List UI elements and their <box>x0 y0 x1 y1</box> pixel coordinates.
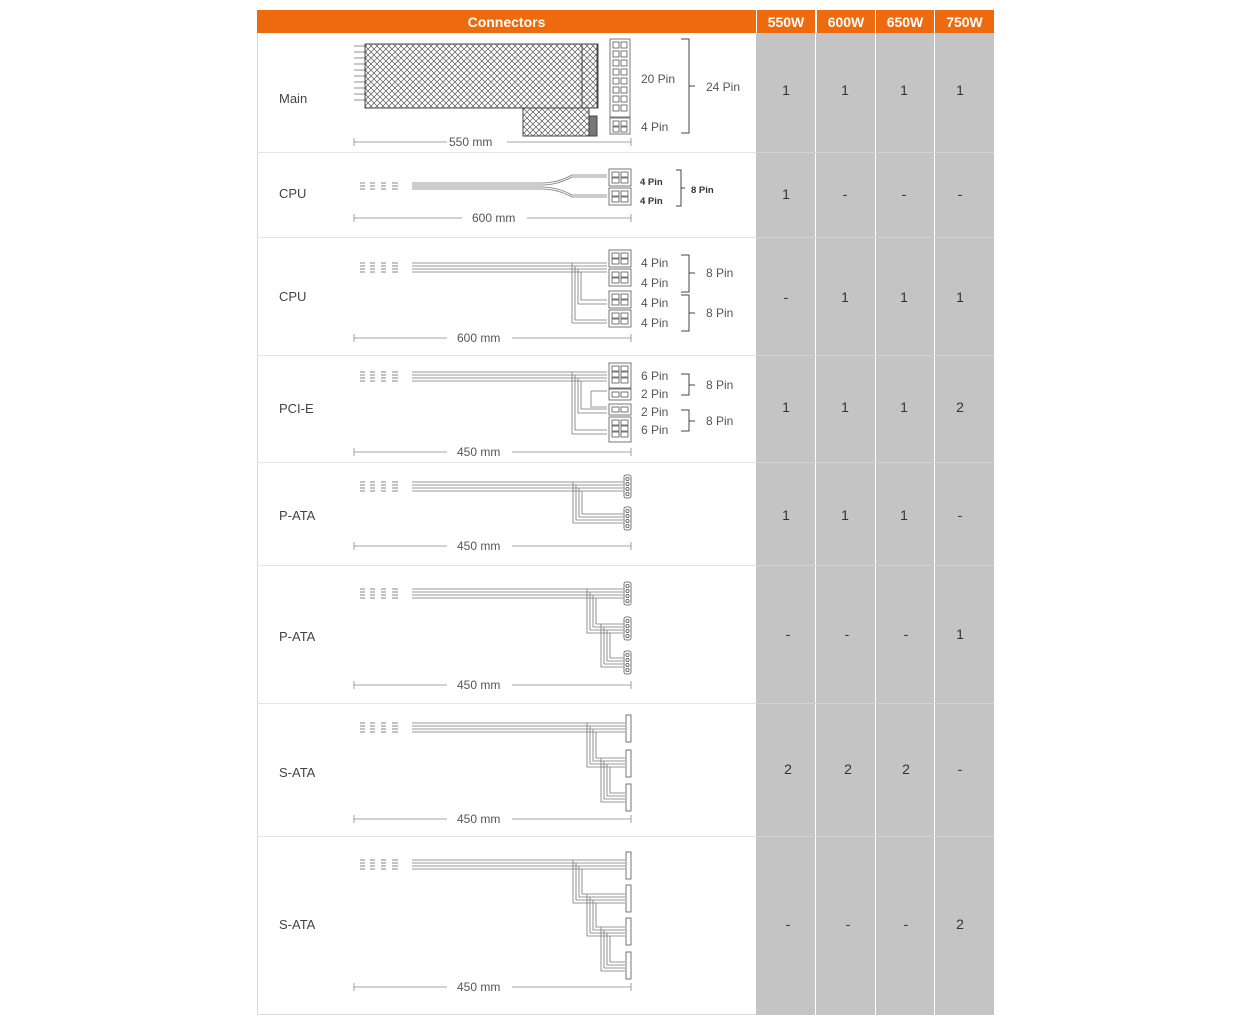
cable-length: 450 mm <box>457 980 501 994</box>
value-cell: 1 <box>841 82 849 98</box>
group-label: 8 Pin <box>706 378 734 392</box>
value-cell: 2 <box>902 761 910 777</box>
value-cell: - <box>783 289 789 305</box>
connector-label: S-ATA <box>279 765 316 780</box>
pin-label: 4 Pin <box>641 276 669 290</box>
cable-diagrams <box>257 10 756 1015</box>
pin-label: 2 Pin <box>641 405 669 419</box>
value-cell: 1 <box>956 289 964 305</box>
group-label: 8 Pin <box>706 306 734 320</box>
value-cell: 1 <box>956 626 964 642</box>
value-cell: 1 <box>900 289 908 305</box>
value-cell: 2 <box>956 399 964 415</box>
row-divider <box>756 355 994 356</box>
group-label: 8 Pin <box>706 266 734 280</box>
sata-quad-cable-diagram <box>354 852 631 991</box>
value-cell: 1 <box>782 399 790 415</box>
value-cell: 1 <box>841 399 849 415</box>
cable-length: 450 mm <box>457 812 501 826</box>
group-label: 8 Pin <box>691 185 714 196</box>
connector-label: PCI-E <box>279 401 314 416</box>
cable-length: 600 mm <box>457 331 501 345</box>
value-cell: - <box>957 186 963 202</box>
value-cell: 1 <box>782 507 790 523</box>
pin-label: 2 Pin <box>641 387 669 401</box>
column-divider <box>934 33 935 1015</box>
value-cell: - <box>785 626 791 642</box>
cable-length: 600 mm <box>472 211 516 225</box>
value-cell: 1 <box>841 507 849 523</box>
connector-label: CPU <box>279 289 307 304</box>
pin-label: 4 Pin <box>640 177 663 188</box>
pin-label: 6 Pin <box>641 423 669 437</box>
value-cell: - <box>845 916 851 932</box>
value-cell: 1 <box>900 82 908 98</box>
value-cell: 1 <box>782 186 790 202</box>
row-divider <box>756 703 994 704</box>
row-divider <box>756 237 994 238</box>
pin-label: 4 Pin <box>641 296 669 310</box>
value-cell: 2 <box>784 761 792 777</box>
value-cell: - <box>957 761 963 777</box>
watt-header-550: 550W <box>757 10 815 33</box>
value-cell: 2 <box>956 916 964 932</box>
pin-label: 20 Pin <box>641 72 676 86</box>
row-divider <box>756 152 994 153</box>
connector-label: CPU <box>279 186 307 201</box>
value-cell: - <box>903 626 909 642</box>
connectors-header: Connectors <box>257 10 756 33</box>
pin-label: 4 Pin <box>640 196 663 207</box>
watt-header-650: 650W <box>876 10 934 33</box>
cable-length: 450 mm <box>457 539 501 553</box>
group-label: 24 Pin <box>706 80 741 94</box>
value-cell: - <box>901 186 907 202</box>
value-cell: - <box>842 186 848 202</box>
value-cell: - <box>785 916 791 932</box>
row-divider <box>756 836 994 837</box>
pin-label: 4 Pin <box>641 120 669 134</box>
row-divider <box>756 565 994 566</box>
column-divider <box>875 33 876 1015</box>
group-label: 8 Pin <box>706 414 734 428</box>
cable-length: 450 mm <box>457 445 501 459</box>
row-divider <box>756 462 994 463</box>
connector-label: P-ATA <box>279 508 316 523</box>
connector-table <box>257 10 994 1015</box>
value-cell: - <box>903 916 909 932</box>
value-cell: 1 <box>956 82 964 98</box>
pin-label: 6 Pin <box>641 369 669 383</box>
sata-cable-diagram <box>354 715 631 823</box>
value-cell: 1 <box>841 289 849 305</box>
cpu-cable-diagram <box>354 169 685 222</box>
column-divider <box>815 33 816 1015</box>
value-cell: 1 <box>900 399 908 415</box>
value-cell: 1 <box>782 82 790 98</box>
cable-length: 450 mm <box>457 678 501 692</box>
connector-label: Main <box>279 91 308 106</box>
connector-label: S-ATA <box>279 917 316 932</box>
pin-label: 4 Pin <box>641 316 669 330</box>
value-cell: - <box>957 507 963 523</box>
value-cell: 1 <box>900 507 908 523</box>
pata-triple-cable-diagram <box>354 582 631 689</box>
watt-header-600: 600W <box>817 10 875 33</box>
connector-label: P-ATA <box>279 629 316 644</box>
value-cell: - <box>844 626 850 642</box>
watt-header-750: 750W <box>935 10 994 33</box>
value-cell: 2 <box>844 761 852 777</box>
pin-label: 4 Pin <box>641 256 669 270</box>
cable-length: 550 mm <box>449 135 493 149</box>
